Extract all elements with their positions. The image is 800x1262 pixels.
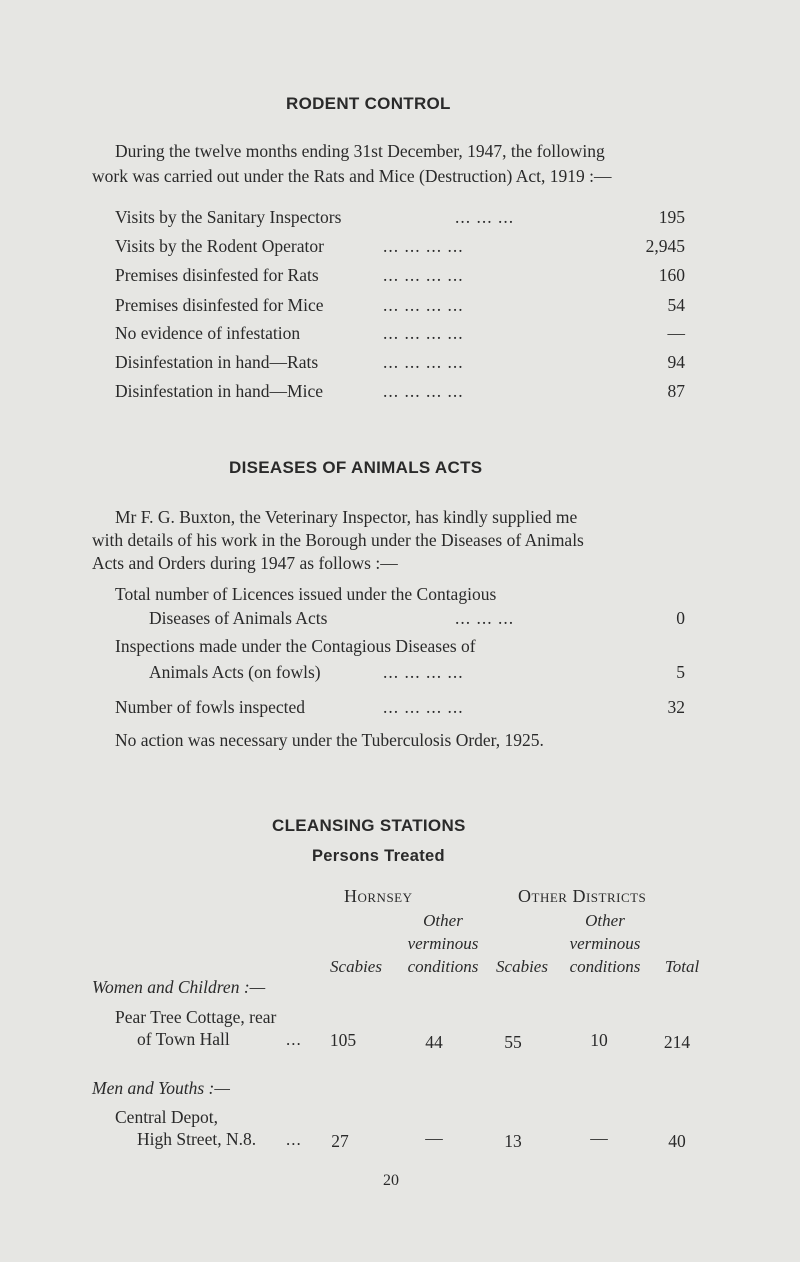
item-value: 87	[667, 381, 685, 401]
inspections-line2: Animals Acts (on fowls)	[149, 662, 321, 682]
fowls-label: Number of fowls inspected	[115, 697, 306, 717]
women-hornsey-other: 44	[425, 1032, 443, 1052]
group-hornsey: Hornsey	[344, 886, 413, 906]
list-item: Disinfestation in hand—Rats ... ... ... ... 94	[115, 352, 685, 372]
women-place-line1: Pear Tree Cottage, rear	[115, 1007, 277, 1027]
item-label: Premises disinfested for Mice	[115, 295, 324, 315]
cleansing-subtitle: Persons Treated	[312, 847, 445, 865]
animals-intro-line1: Mr F. G. Buxton, the Veterinary Inspector, has kindly supplied me	[115, 507, 578, 527]
men-other-other: —	[590, 1128, 608, 1148]
women-other-scabies: 55	[504, 1032, 522, 1052]
inspections-line1: Inspections made under the Contagious Diseases of	[115, 636, 476, 656]
group-other-districts: Other Districts	[518, 886, 647, 906]
women-place-line2: of Town Hall	[137, 1029, 230, 1049]
item-label: Premises disinfested for Rats	[115, 265, 319, 285]
licences-value: 0	[676, 608, 685, 628]
licences-line2: Diseases of Animals Acts	[149, 608, 328, 628]
inspections-row: Animals Acts (on fowls) ... ... ... ... 5	[149, 662, 685, 682]
men-total: 40	[668, 1131, 686, 1151]
list-item: Disinfestation in hand—Mice ... ... ... ... 87	[115, 381, 685, 401]
item-value: 195	[658, 207, 685, 227]
animals-intro-line3: Acts and Orders during 1947 as follows :—	[92, 553, 398, 573]
men-section-label: Men and Youths :—	[92, 1078, 230, 1098]
item-label: Disinfestation in hand—Mice	[115, 381, 324, 401]
women-hornsey-scabies: 105	[329, 1030, 357, 1050]
rodent-control-title: RODENT CONTROL	[286, 94, 451, 113]
list-item: Visits by the Rodent Operator ... ... ... ... 2,945	[115, 236, 685, 256]
rodent-intro-line2: work was carried out under the Rats and Mice (Destruction) Act, 1919 :—	[92, 166, 612, 186]
item-value: 94	[667, 352, 685, 372]
item-value: 160	[658, 265, 685, 285]
item-label: Visits by the Rodent Operator	[115, 236, 324, 256]
list-item: Premises disinfested for Rats ... ... ... ... 160	[115, 265, 685, 285]
cleansing-title: CLEANSING STATIONS	[272, 816, 466, 835]
item-value: 2,945	[645, 236, 685, 256]
women-total: 214	[663, 1032, 691, 1052]
item-value: 54	[667, 295, 685, 315]
col-other-other: Other verminous conditions	[569, 911, 641, 976]
licences-row: Diseases of Animals Acts ... ... ... 0	[149, 608, 685, 628]
men-hornsey-other: —	[425, 1128, 443, 1148]
animals-acts-title: DISEASES OF ANIMALS ACTS	[229, 458, 483, 477]
list-item: No evidence of infestation ... ... ... ... —	[115, 323, 685, 343]
fowls-row: Number of fowls inspected ... ... ... ... 32	[115, 697, 685, 717]
men-other-scabies: 13	[504, 1131, 522, 1151]
list-item: Visits by the Sanitary Inspectors ... ... ... 195	[115, 207, 685, 227]
page-number: 20	[383, 1172, 399, 1189]
inspections-value: 5	[676, 662, 685, 682]
item-value: —	[667, 323, 685, 343]
women-section-label: Women and Children :—	[92, 977, 266, 997]
item-label: Visits by the Sanitary Inspectors	[115, 207, 342, 227]
col-total: Total	[664, 957, 700, 976]
licences-line1: Total number of Licences issued under the Contagious	[115, 584, 497, 604]
men-hornsey-scabies: 27	[331, 1131, 349, 1151]
women-other-other: 10	[590, 1030, 608, 1050]
item-label: Disinfestation in hand—Rats	[115, 352, 319, 372]
rodent-intro-line1: During the twelve months ending 31st December, 1947, the following	[115, 141, 605, 161]
item-label: No evidence of infestation	[115, 323, 301, 343]
col-hornsey-other: Other verminous conditions	[407, 911, 479, 976]
tb-note: No action was necessary under the Tuberculosis Order, 1925.	[115, 730, 544, 750]
list-item: Premises disinfested for Mice ... ... ... ... 54	[115, 295, 685, 315]
men-place-line2: High Street, N.8.	[137, 1129, 257, 1149]
col-other-scabies: Scabies	[496, 957, 548, 976]
col-hornsey-scabies: Scabies	[330, 957, 382, 976]
fowls-value: 32	[667, 697, 685, 717]
animals-intro-line2: with details of his work in the Borough under the Diseases of Animals	[92, 530, 584, 550]
men-place-line1: Central Depot,	[115, 1107, 219, 1127]
